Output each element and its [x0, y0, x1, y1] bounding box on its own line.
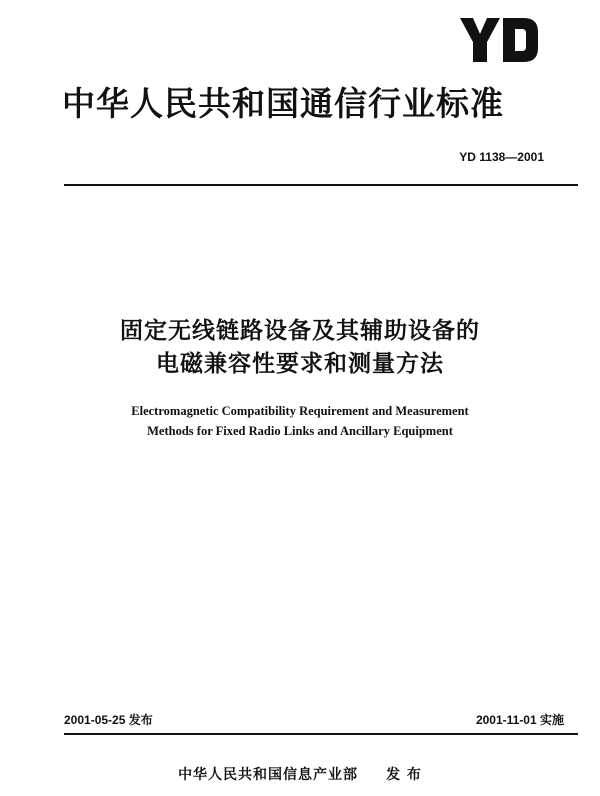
publisher-name: 中华人民共和国信息产业部	[178, 767, 359, 783]
standard-number: YD 1138—2001	[459, 150, 544, 164]
chinese-title-line-1: 固定无线链路设备及其辅助设备的	[120, 318, 480, 344]
top-divider	[64, 184, 578, 186]
bottom-divider	[64, 733, 578, 735]
publisher-line	[0, 764, 600, 784]
publish-word: 发 布	[386, 767, 422, 783]
implementation-date: 2001-11-01 实施	[475, 713, 564, 727]
issue-date: 2001-05-25 发布	[64, 713, 153, 727]
english-title-line-1: Electromagnetic Compatibility Requirement and Measurement	[131, 404, 469, 418]
chinese-title-line-2: 电磁兼容性要求和测量方法	[156, 351, 444, 377]
organization-title: 中华人民共和国通信行业标准	[62, 84, 504, 123]
yd-logo	[460, 14, 540, 66]
english-title-line-2: Methods for Fixed Radio Links and Ancillary Equipment	[147, 424, 453, 438]
